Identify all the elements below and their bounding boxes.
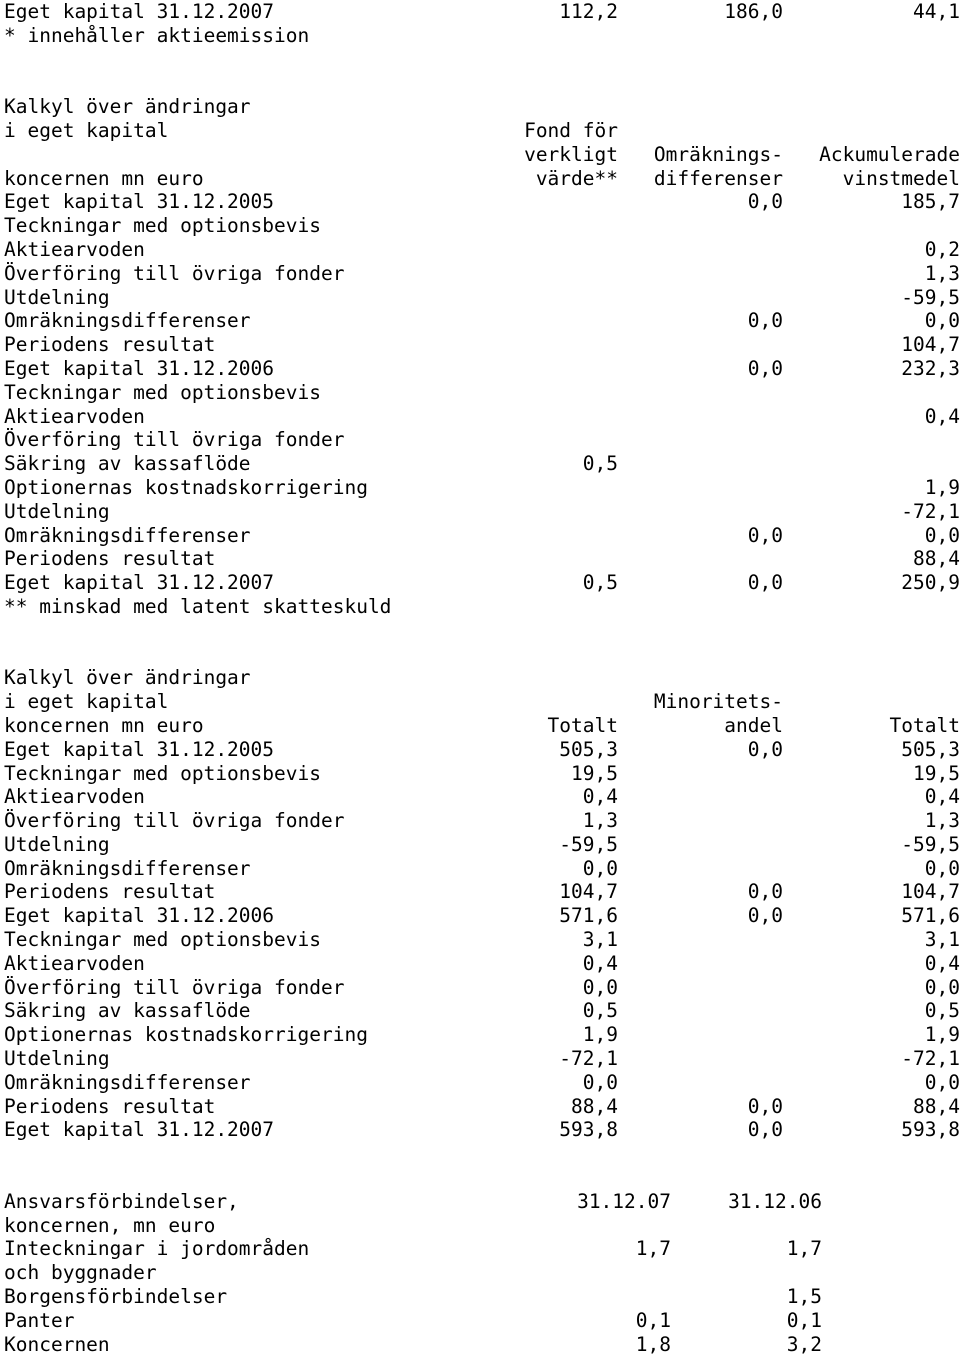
cell-value: 232,3 [901,356,960,380]
cell-value: 0,0 [582,856,618,880]
cell-value: 0,0 [747,1118,783,1142]
spacer [4,1142,960,1166]
cell-value: -59,5 [559,832,618,856]
table-title: Ansvarsförbindelser, [4,1189,239,1213]
table-row [4,1071,960,1095]
cell-value: 0,0 [747,1094,783,1118]
document-page [4,0,960,1356]
table-row [4,309,960,333]
table-row [4,880,960,904]
row-label: Säkring av kassaflöde [4,999,251,1023]
column-header: andel [724,713,783,737]
cell-value: 185,7 [901,190,960,214]
table-row [4,452,960,476]
column-header: Totalt [889,713,960,737]
row-label: Överföring till övriga fonder [4,428,345,452]
row-label: Eget kapital 31.12.2006 [4,356,275,380]
row-label: Utdelning [4,285,110,309]
top-total-row [4,0,960,24]
table-title-row [4,666,960,690]
row-label: Eget kapital 31.12.2007 [4,1118,275,1142]
row-label: Panter [4,1308,75,1332]
cell-value: -72,1 [901,499,960,523]
row-label: Periodens resultat [4,333,216,357]
table-row [4,500,960,524]
table-row [4,571,960,595]
table-row [4,1023,960,1047]
spacer [4,619,960,643]
row-label: Aktiearvoden [4,237,145,261]
cell-value: 0,0 [747,571,783,595]
footnote-text: ** minskad med latent skatteskuld [4,594,392,618]
table-row [4,999,960,1023]
row-label: Säkring av kassaflöde [4,452,251,476]
cell-value: 88,4 [571,1094,618,1118]
cell-value: 0,4 [582,785,618,809]
cell-value: 571,6 [559,904,618,928]
row-label: Inteckningar i jordområden [4,1237,310,1261]
cell-value: 1,3 [582,809,618,833]
cell-value: 3,1 [582,928,618,952]
table-title-row [4,95,960,119]
cell-value: 505,3 [559,737,618,761]
cell-value: 0,0 [582,1070,618,1094]
table-title: koncernen mn euro [4,713,204,737]
cell-value: 0,0 [747,880,783,904]
spacer [4,71,960,95]
row-label: Aktiearvoden [4,951,145,975]
cell-value: 1,9 [924,1023,960,1047]
table-row [4,1333,960,1356]
spacer [4,643,960,667]
row-label: Koncernen [4,1332,110,1356]
row-label: Teckningar med optionsbevis [4,214,321,238]
cell-value: 0,4 [582,951,618,975]
cell-value: -72,1 [901,1047,960,1071]
cell-value: 0,0 [924,309,960,333]
table-row [4,833,960,857]
cell-value: 0,0 [924,856,960,880]
table-row [4,405,960,429]
row-label: Optionernas kostnadskorrigering [4,1023,368,1047]
row-label: Överföring till övriga fonder [4,261,345,285]
row-label: Utdelning [4,499,110,523]
cell-value: 0,5 [582,571,618,595]
cell-value: 0,4 [924,404,960,428]
cell-value: 104,7 [901,880,960,904]
cell-value: -59,5 [901,832,960,856]
row-label: Eget kapital 31.12.2007 [4,0,275,23]
column-header: värde** [535,166,618,190]
table-row [4,785,960,809]
table-row [4,524,960,548]
row-label: Överföring till övriga fonder [4,975,345,999]
top-note [4,24,960,48]
table-title: Kalkyl över ändringar [4,95,251,119]
cell-value: 593,8 [901,1118,960,1142]
column-header: Fond för [524,118,618,142]
cell-value: 1,9 [924,475,960,499]
cell-value: 0,0 [924,975,960,999]
cell-value: 104,7 [901,333,960,357]
column-header: vinstmedel [842,166,960,190]
column-header: differenser [653,166,783,190]
table-row [4,547,960,571]
cell-value: 571,6 [901,904,960,928]
row-label: Periodens resultat [4,880,216,904]
column-header: 31.12.06 [728,1189,822,1213]
table-row [4,381,960,405]
table-title: i eget kapital [4,118,169,142]
cell-value: 1,3 [924,809,960,833]
table-row [4,1095,960,1119]
table-row [4,214,960,238]
cell-value: -59,5 [901,285,960,309]
contingent-liabilities-table [4,1190,960,1356]
cell-value: 104,7 [559,880,618,904]
cell-value: 0,0 [924,1070,960,1094]
cell-value: 0,0 [747,356,783,380]
table-body [4,190,960,595]
column-header: Minoritets- [653,690,783,714]
cell-value: 88,4 [913,1094,960,1118]
table-body [4,1237,960,1356]
table-row [4,1309,960,1333]
row-label: Utdelning [4,1047,110,1071]
cell-value: 0,2 [924,237,960,261]
table-header-row [4,1190,960,1214]
table-body [4,738,960,1143]
cell-value: 593,8 [559,1118,618,1142]
cell-value: 0,1 [786,1308,822,1332]
table-title: i eget kapital [4,690,169,714]
cell-value: 19,5 [571,761,618,785]
row-label: Teckningar med optionsbevis [4,928,321,952]
row-label: Periodens resultat [4,1094,216,1118]
table-row [4,1118,960,1142]
cell-value: 0,0 [747,737,783,761]
column-header: verkligt [524,142,618,166]
table-subtitle: koncernen, mn euro [4,1213,216,1237]
table-row [4,976,960,1000]
cell-value: 0,0 [582,975,618,999]
row-label: Periodens resultat [4,547,216,571]
row-label: Optionernas kostnadskorrigering [4,475,368,499]
cell-value: 3,2 [786,1332,822,1356]
table-row [4,809,960,833]
cell-value: 0,1 [635,1308,671,1332]
table-subheader-row [4,1214,960,1238]
table-row [4,762,960,786]
table-title: koncernen mn euro [4,166,204,190]
table-row [4,357,960,381]
table-row [4,286,960,310]
row-label: Omräkningsdifferenser [4,523,251,547]
table-header-row [4,119,960,143]
row-label: Omräkningsdifferenser [4,309,251,333]
row-label: Borgensförbindelser [4,1285,228,1309]
row-label: Teckningar med optionsbevis [4,380,321,404]
equity-totals-table [4,666,960,1142]
table-header-row [4,143,960,167]
table-row [4,190,960,214]
row-label: Aktiearvoden [4,785,145,809]
column-header: Totalt [547,713,618,737]
cell-value: 505,3 [901,737,960,761]
table-row [4,952,960,976]
cell-value: 44,1 [913,0,960,23]
row-label: Eget kapital 31.12.2005 [4,737,275,761]
row-label: Överföring till övriga fonder [4,809,345,833]
cell-value: 1,8 [635,1332,671,1356]
row-label: Eget kapital 31.12.2005 [4,190,275,214]
equity-changes-table [4,95,960,619]
cell-value: 0,0 [747,309,783,333]
table-row [4,1285,960,1309]
row-label: Eget kapital 31.12.2007 [4,571,275,595]
row-label: Teckningar med optionsbevis [4,761,321,785]
row-label: Omräkningsdifferenser [4,1070,251,1094]
cell-value: 3,1 [924,928,960,952]
spacer [4,1166,960,1190]
cell-value: 250,9 [901,571,960,595]
cell-value: -72,1 [559,1047,618,1071]
cell-value: 186,0 [724,0,783,23]
table-title: Kalkyl över ändringar [4,666,251,690]
table-row [4,1237,960,1261]
table-row [4,1261,960,1285]
table-row [4,928,960,952]
table-row [4,262,960,286]
table-row [4,738,960,762]
row-label: och byggnader [4,1261,157,1285]
table-row [4,904,960,928]
row-label: Utdelning [4,832,110,856]
table-row [4,1047,960,1071]
footnote-text: * innehåller aktieemission [4,23,310,47]
column-header: 31.12.07 [577,1189,671,1213]
table-row [4,428,960,452]
row-label: Aktiearvoden [4,404,145,428]
row-label: Eget kapital 31.12.2006 [4,904,275,928]
cell-value: 0,5 [924,999,960,1023]
cell-value: 0,0 [924,523,960,547]
column-header: Omräknings- [653,142,783,166]
column-header: Ackumulerade [819,142,960,166]
table-header-row [4,690,960,714]
cell-value: 88,4 [913,547,960,571]
table-row [4,333,960,357]
cell-value: 0,4 [924,785,960,809]
row-label: Omräkningsdifferenser [4,856,251,880]
table-header-row [4,714,960,738]
spacer [4,48,960,72]
cell-value: 19,5 [913,761,960,785]
cell-value: 1,9 [582,1023,618,1047]
cell-value: 112,2 [559,0,618,23]
cell-value: 0,5 [582,452,618,476]
cell-value: 0,0 [747,190,783,214]
cell-value: 0,4 [924,951,960,975]
cell-value: 0,0 [747,904,783,928]
footnote-row [4,595,960,619]
cell-value: 1,7 [635,1237,671,1261]
cell-value: 1,5 [786,1285,822,1309]
cell-value: 1,3 [924,261,960,285]
cell-value: 0,0 [747,523,783,547]
cell-value: 1,7 [786,1237,822,1261]
table-row [4,476,960,500]
table-row [4,238,960,262]
cell-value: 0,5 [582,999,618,1023]
table-row [4,857,960,881]
table-header-row [4,167,960,191]
